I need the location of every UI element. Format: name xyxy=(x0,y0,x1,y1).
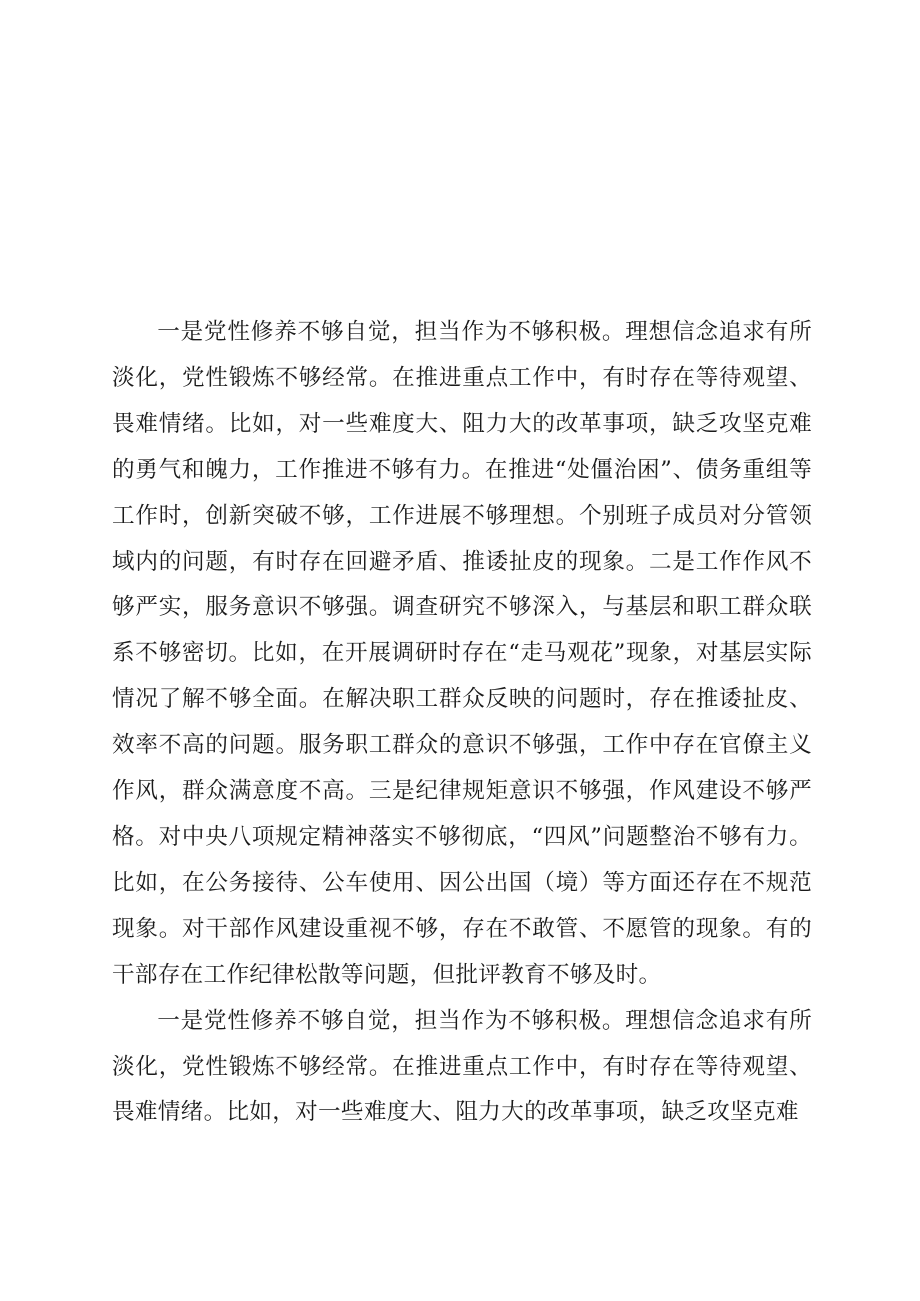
paragraph-1: 一是党性修养不够自觉，担当作为不够积极。理想信念追求有所淡化，党性锻炼不够经常。在推进重点工作中，有时存在等待观望、畏难情绪。比如，对一些难度大、阻力大的改革事项，缺乏攻坚克难的勇气和魄力，工作推进不够有力。在推进“处僵治困”、债务重组等工作时，创新突破不够，工作进展不够理想。个别班子成员对分管领域内的问题，有时存在回避矛盾、推诿扯皮的现象。二是工作作风不够严实，服务意识不够强。调查研究不够深入，与基层和职工群众联系不够密切。比如，在开展调研时存在“走马观花”现象，对基层实际情况了解不够全面。在解决职工群众反映的问题时，存在推诿扯皮、效率不高的问题。服务职工群众的意识不够强，工作中存在官僚主义作风，群众满意度不高。三是纪律规矩意识不够强，作风建设不够严格。对中央八项规定精神落实不够彻底，“四风”问题整治不够有力。比如，在公务接待、公车使用、因公出国（境）等方面还存在不规范现象。对干部作风建设重视不够，存在不敢管、不愿管的现象。有的干部存在工作纪律松散等问题，但批评教育不够及时。 xyxy=(112,319,812,988)
paragraph-2: 一是党性修养不够自觉，担当作为不够积极。理想信念追求有所淡化，党性锻炼不够经常。在推进重点工作中，有时存在等待观望、畏难情绪。比如，对一些难度大、阻力大的改革事项，缺乏攻坚克难 xyxy=(112,1007,812,1126)
document-body xyxy=(112,310,812,1136)
